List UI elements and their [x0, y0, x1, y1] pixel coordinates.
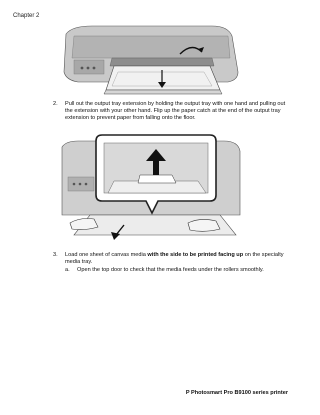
step-2-text: Pull out the output tray extension by holding the output tray with one hand and pulling out the extension with your other hand. Flip up the paper catch at the end of the output tray extension to prevent paper from falling onto the floor.: [65, 101, 286, 122]
step-3-substep-a: [65, 267, 289, 276]
step-3-text-before: Load one sheet of canvas media: [65, 252, 148, 258]
step-3-text-after: on the specialty media tray.: [65, 252, 284, 266]
printer-output-tray-figure: [52, 24, 248, 97]
step-3-text: [65, 252, 289, 266]
step-3-text-bold: with the side to be printed facing up: [147, 252, 244, 258]
substep-a-letter: a.: [65, 267, 70, 273]
step-2: [53, 101, 289, 125]
canvas-loading-figure: [60, 131, 242, 244]
step-2-number: 2.: [53, 101, 58, 107]
substep-a-text: Open the top door to check that the media feeds under the rollers smoothly.: [77, 267, 264, 273]
chapter-header: Chapter 2: [13, 13, 40, 19]
page-footer: P Photosmart Pro B9100 series printer: [185, 390, 288, 396]
step-3-number: 3.: [53, 252, 58, 258]
